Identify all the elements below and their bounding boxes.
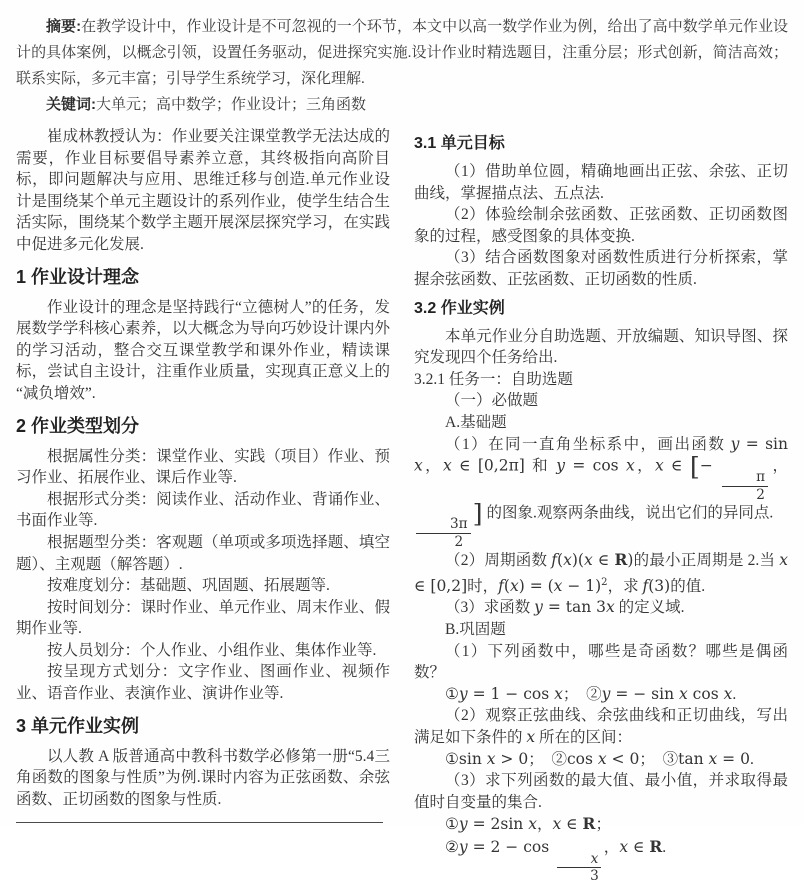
math-variable: x [723,684,733,703]
math-paragraph [414,434,788,549]
text-run: 所在的区间： [535,728,633,746]
text-run: ② [586,685,602,703]
math-superscript: 2 [601,576,608,588]
math-variable: y [730,434,740,453]
text-run: 的值. [670,577,706,595]
paragraph: （1）借助单位圆，精确地画出正弦、余弦、正切曲线，掌握描点法、五点法. [414,163,788,202]
fraction-denominator: 2 [756,486,765,503]
math-roman: (3) [648,576,671,595]
paragraph: 按时间划分：课时作业、单元作业、周末作业、假期作业等. [16,598,390,638]
text-run: ① [445,685,459,703]
section-heading: 2 作业类型划分 [16,415,140,436]
math-bold-set: R [582,814,596,834]
numbered-subheading: 3.2.1 任务一：自助选题 [414,370,573,388]
paragraph: （一）必做题 [445,392,539,410]
text-run: ； [562,685,587,703]
text-run: （2）周期函数 [445,552,552,569]
paragraph: （2）体验绘制余弦函数、正弦函数、正切函数图象的过程，感受图象的具体变换. [414,206,788,245]
keywords-paragraph [16,92,788,118]
math-roman: ( [503,576,510,595]
math-variable: f [551,551,558,569]
math-roman: ∈ [0,2] [414,576,468,595]
math-variable: y [458,837,468,856]
text-run: ； [595,816,611,834]
math-roman: = cos [565,456,626,475]
math-variable: y [458,815,468,834]
text-run: ， [603,838,620,856]
math-roman: tan [678,749,709,768]
math-paragraph [414,749,788,771]
paragraph: （1）下列函数中，哪些是奇函数？哪些是偶函数？ [414,642,788,682]
fraction-numerator: π [722,470,768,486]
math-variable: f [498,576,504,595]
math-variable: y [458,684,468,703]
paragraph: 崔成林教授认为：作业要关注课堂教学无法达成的需要，作业目标要倡导素养立意，其终极指向高阶目标，即问题解决与应用、思维迁移与创造.单元作业设计是围绕某个单元主题设计的系列作业，使学生结合生活实际，围绕某个数学主题开展深层探究学习，在实践中促进多元化发展. [16,128,390,253]
paragraph: 作业设计的理念是坚持践行“立德树人”的任务，发展数学学科核心素养，以大概念为导向巧妙设计课内外的学习活动，整合交互课堂教学和课外作业，精读课标，尝试自主设计，注重作业质量，实现真正意义上的“减负增效”. [16,298,390,402]
text-run: ， [422,457,444,475]
math-variable: y [556,456,566,475]
math-roman: = − sin [610,684,679,703]
math-variable: x [552,815,562,834]
footnote-rule [16,822,383,823]
text-run: 的最小正周期是 2.当 [633,552,780,569]
math-paragraph [414,705,788,748]
math-roman: = 1 − cos [467,684,555,703]
math-variable: x [654,456,664,475]
paragraph: （3）结合函数图象对函数性质进行分析探索，掌握余弦函数、正弦函数、正切函数的性质. [414,249,788,288]
text-run: （2）观察正弦曲线、余弦曲线和正切曲线，写出满足如下条件的 [414,707,788,746]
math-variable: x [606,598,615,617]
math-roman: ∈ [628,837,650,856]
fraction-numerator: 3π [416,517,471,533]
math-variable: x [679,684,688,703]
math-roman: − 1) [562,576,602,595]
math-variable: x [619,837,629,856]
math-roman: )( [571,551,584,569]
math-variable: x [528,815,537,834]
math-variable: x [509,576,519,595]
text-run: ③ [662,750,679,768]
fraction-denominator: 2 [454,533,464,550]
paragraph: B.巩固题 [445,620,506,638]
close-bracket: ] [472,499,483,530]
math-fraction [416,517,471,549]
math-roman: cos [687,684,724,703]
text-run: ， [536,816,553,834]
left-column [16,126,390,883]
abstract-block [16,14,788,118]
math-roman: ， [770,456,788,475]
math-variable: f [642,576,649,595]
math-roman: ) = ( [518,576,554,595]
text-run: ① [445,750,459,768]
math-roman: = 0 [717,749,750,768]
fraction-numerator: x [557,852,602,868]
math-roman: = sin [739,434,788,453]
math-paragraph [414,597,788,619]
text-run: ① [445,816,459,834]
math-variable: x [554,684,563,703]
math-variable: x [414,456,423,475]
text-run: . [749,750,754,768]
abstract-paragraph [16,14,788,92]
math-variable: y [601,684,611,703]
math-paragraph [414,684,788,706]
paragraph: 按人员划分：个人作业、小组作业、集体作业等. [47,641,377,659]
math-roman: ( [557,551,564,569]
math-roman: = tan 3 [542,598,606,617]
math-variable: y [534,598,543,617]
math-bold-set: R [649,836,663,856]
paragraph: 按呈现方式划分：文字作业、图画作业、视频作业、语音作业、表演作业、演讲作业等. [16,663,390,703]
text-run: 时， [467,577,499,595]
math-fraction [722,470,768,502]
paragraph: 以人教 A 版普通高中教科书数学必修第一册“5.4三角函数的图象与性质”为例.课时内容为正弦函数、余弦函数、正切函数的图象与性质. [16,747,390,808]
math-paragraph [414,549,788,597]
math-variable: x [708,749,718,768]
paragraph: 根据属性分类：课堂作业、实践（项目）作业、预习作业、拓展作业、课后作业等. [16,447,390,487]
fraction-denominator: 3 [590,868,599,884]
section-heading: 1 作业设计理念 [16,266,140,287]
keywords-label: 关键词: [46,96,96,113]
math-variable: x [486,749,496,768]
math-variable: x [597,749,607,768]
math-variable: x [583,551,593,569]
math-roman: = 2sin [467,815,529,834]
math-roman: ) [627,551,634,569]
keywords-text: 大单元；高中数学；作业设计；三角函数 [96,97,367,113]
math-roman: − [699,456,721,475]
two-column-body [16,126,788,883]
math-paragraph [414,836,788,884]
text-run: 的定义域. [614,599,685,617]
math-roman: sin [458,749,487,768]
abstract-label: 摘要: [46,18,82,35]
math-bold-set: R [614,550,628,569]
text-run: （3）求函数 [445,599,535,617]
paragraph: （3）求下列函数的最大值、最小值，并求取得最值时自变量的集合. [414,772,788,811]
math-roman: = 2 − cos [467,837,555,856]
math-roman: < 0 [606,749,640,768]
subsection-heading: 3.2 作业实例 [414,299,505,317]
paragraph: A.基础题 [445,413,507,431]
text-run: ， [634,457,655,475]
math-variable: x [526,727,536,746]
math-roman: ∈ [592,551,615,569]
abstract-text: 在教学设计中，作业设计是不可忽视的一个环节，本文中以高一数学作业为例，给出了高中数学单元作业设计的具体案例，以概念引领，设置任务驱动，促进探究实施.设计作业时精选题目，注重分层；形式创新，简洁高效；联系实际，多元丰富；引导学生系统学习，深化理解. [16,19,788,87]
section-heading: 3 单元作业实例 [16,715,140,736]
math-paragraph [414,813,788,836]
text-run: （1）在同一直角坐标系中，画出函数 [445,435,731,453]
text-run: 的图象.观察两条曲线，说出它们的异同点. [482,504,774,522]
right-column [414,126,788,883]
text-run: . [732,685,737,703]
math-variable: x [563,551,572,569]
text-run: ② [445,838,459,856]
math-variable: x [443,456,452,475]
math-roman: ∈ [0,2π] [451,456,533,475]
paragraph: 按难度划分：基础题、巩固题、拓展题等. [47,577,330,595]
math-roman: ∈ [561,815,583,834]
paragraph: 根据题型分类：客观题（单项或多项选择题、填空题）、主观题（解答题）. [16,533,390,573]
open-bracket: [ [689,452,700,483]
math-variable: x [779,551,788,569]
text-run: 和 [532,457,557,475]
math-roman: > 0 [495,749,529,768]
subsection-heading: 3.1 单元目标 [414,135,505,152]
math-variable: x [625,456,635,475]
text-run: ； [639,750,663,768]
math-fraction [556,852,602,884]
text-run: ，求 [607,577,643,595]
text-run: ② [551,750,567,768]
text-run: . [662,838,667,856]
paragraph: 根据形式分类：阅读作业、活动作业、背诵作业、书面作业等. [16,490,390,530]
math-variable: x [553,576,563,595]
math-roman: cos [566,749,598,768]
math-roman: ∈ [663,456,690,475]
text-run: ； [528,750,552,768]
paragraph: 本单元作业分自助选题、开放编题、知识导图、探究发现四个任务给出. [414,327,788,367]
